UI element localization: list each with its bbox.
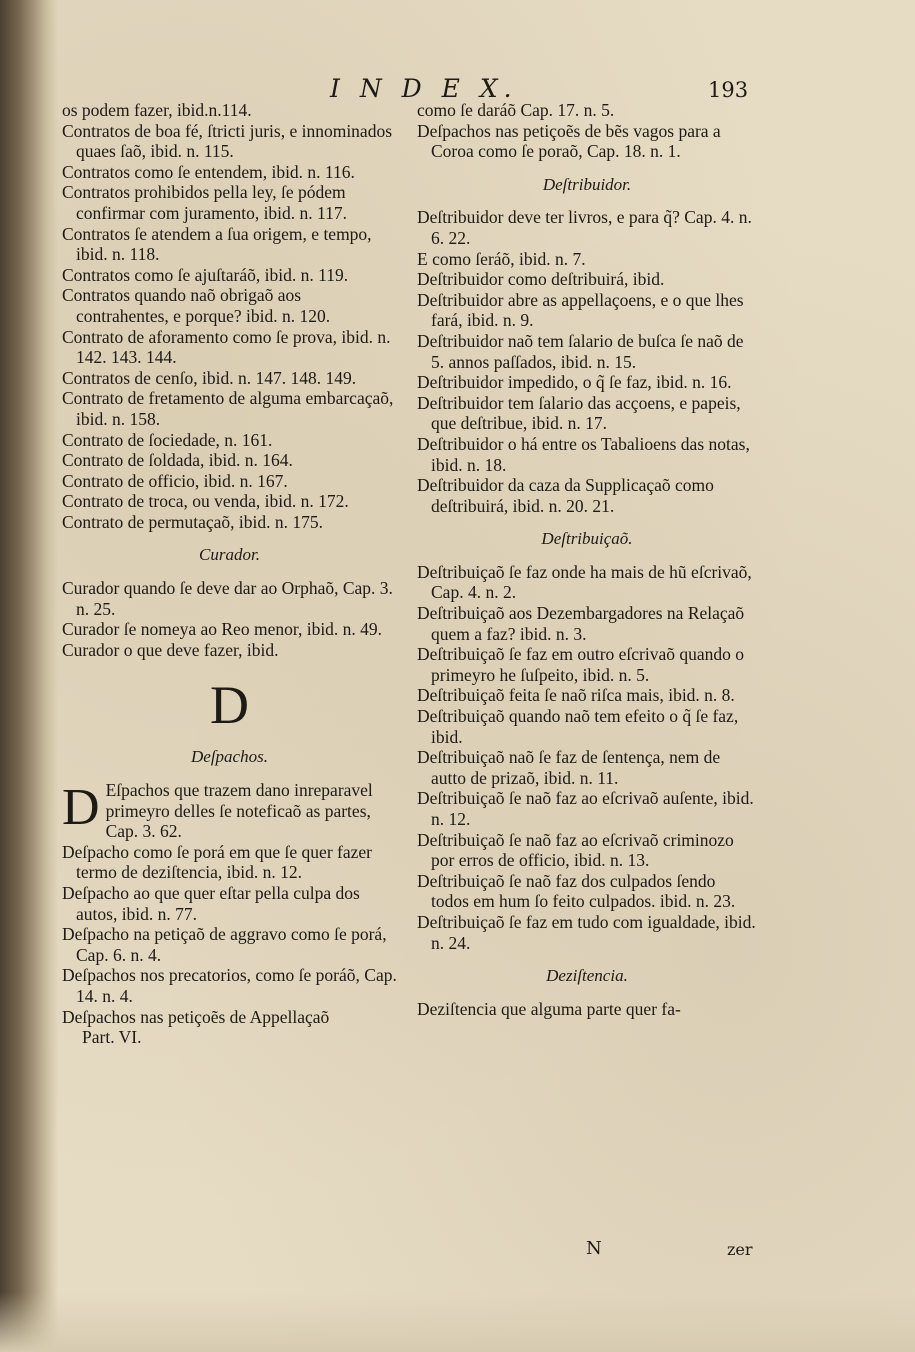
index-entry: Contrato de ſociedade, n. 161. bbox=[62, 429, 273, 450]
index-entry: Contratos ſe atendem a ſua origem, e tempo, ibid. n. 118. bbox=[62, 223, 372, 265]
index-entry: E como ſeráõ, ibid. n. 7. bbox=[417, 248, 586, 269]
alphabet-letter-heading: D bbox=[210, 675, 249, 736]
index-entry: Deſtribuiçaõ naõ ſe faz de ſentença, nem de autto de prizaõ, ibid. n. 11. bbox=[417, 747, 721, 788]
index-entry: Deſtribuiçaõ quando naõ tem efeito o q̃ ſe faz, ibid. bbox=[417, 706, 739, 747]
index-entry: Contrato de aforamento como ſe prova, ibid. n. 142. 143. 144. bbox=[62, 326, 391, 368]
index-entry: Deſtribuidor da caza da Supplicaçaõ como deſtribuirá, ibid. n. 20. 21. bbox=[417, 475, 714, 516]
section-heading-destribuicao: Deſtribuiçaõ. bbox=[541, 529, 633, 549]
index-entry: Deſpacho na petiçaõ de aggravo como ſe porá, Cap. 6. n. 4. bbox=[62, 924, 387, 965]
index-entry: Deſpachos nos precatorios, como ſe poráõ, Cap. 14. n. 4. bbox=[62, 965, 397, 1006]
index-entry: Contratos de cenſo, ibid. n. 147. 148. 149. bbox=[62, 367, 357, 388]
section-heading-destribuidor: Deſtribuidor. bbox=[542, 174, 632, 194]
drop-cap-letter: D bbox=[62, 779, 100, 837]
index-entry: Curador ſe nomeya ao Reo menor, ibid. n. 49. bbox=[62, 619, 383, 640]
signature-letter: N bbox=[586, 1238, 602, 1259]
index-entry: Deſtribuiçaõ ſe faz onde ha mais de hũ eſcrivaõ, Cap. 4. n. 2. bbox=[417, 561, 752, 603]
binding-gutter bbox=[0, 0, 58, 1352]
index-entry: Contratos de boa fé, ſtricti juris, e innominados quaes ſaõ, ibid. n. 115. bbox=[62, 120, 393, 162]
index-entry: Contrato de permutaçaõ, ibid. n. 175. bbox=[62, 511, 323, 532]
index-entry: Deſtribuidor naõ tem ſalario de buſca ſe naõ de 5. annos paſſados, ibid. n. 15. bbox=[417, 330, 744, 372]
index-entry: Deſtribuidor abre as appellaçoens, e o que lhes fará, ibid. n. 9. bbox=[417, 289, 744, 331]
index-entry: Contrato de ſoldada, ibid. n. 164. bbox=[62, 450, 293, 471]
index-entry: Contratos como ſe ajuſtaráõ, ibid. n. 119. bbox=[62, 264, 349, 285]
section-heading-despachos: Deſpachos. bbox=[191, 747, 268, 767]
index-entry: Curador o que deve fazer, ibid. bbox=[62, 639, 279, 660]
signature-mark: Part. VI. bbox=[82, 1027, 142, 1048]
index-entry: Contratos quando naõ obrigaõ aos contrahentes, e porque? ibid. n. 120. bbox=[62, 285, 331, 326]
index-entry: Curador quando ſe deve dar ao Orphaõ, Cap. 3. n. 25. bbox=[62, 578, 393, 619]
index-entry: Deſtribuidor como deſtribuirá, ibid. bbox=[417, 269, 665, 290]
index-entry: Deſtribuidor o há entre os Tabalioens das notas, ibid. n. 18. bbox=[417, 433, 750, 475]
index-entry: Deſtribuiçaõ ſe naõ faz ao eſcrivaõ criminozo por erros de officio, ibid. n. 13. bbox=[417, 829, 734, 871]
index-entry: Deſtribuiçaõ ſe naõ faz ao eſcrivaõ auſente, ibid. n. 12. bbox=[417, 788, 754, 829]
index-entry: Deſpacho ao que quer eſtar pella culpa dos autos, ibid. n. 77. bbox=[62, 883, 360, 924]
index-entry: Deſpachos nas petiçoẽs de bẽs vagos para a Coroa como ſe poraõ, Cap. 18. n. 1. bbox=[417, 120, 721, 162]
index-entry: Deſtribuiçaõ ſe faz em tudo com igualdade, ibid. n. 24. bbox=[417, 911, 756, 953]
dropcap-entry-text: Eſpachos que trazem dano inreparavel primeyro delles ſe noteficaõ as partes, Cap. 3. 62. bbox=[105, 780, 373, 842]
page-edge-shading bbox=[0, 1292, 915, 1352]
index-entry: Deſtribuiçaõ aos Dezembargadores na Relaçaõ quem a faz? ibid. n. 3. bbox=[417, 603, 745, 644]
section-heading-curador: Curador. bbox=[199, 545, 260, 565]
index-entry: Contratos prohibidos pella ley, ſe pódem confirmar com juramento, ibid. n. 117. bbox=[62, 182, 348, 223]
index-entry: Contrato de officio, ibid. n. 167. bbox=[62, 470, 288, 491]
index-entry: Deſpachos nas petiçoẽs de Appellaçaõ bbox=[62, 1006, 330, 1027]
index-entry: Deſpacho como ſe porá em que ſe quer fazer termo de deziſtencia, ibid. n. 12. bbox=[62, 841, 372, 883]
page-number: 193 bbox=[708, 78, 749, 102]
index-entry: como ſe daráõ Cap. 17. n. 5. bbox=[417, 100, 615, 120]
index-entry: Deſtribuidor deve ter livros, e para q̃? Cap. 4. n. 6. 22. bbox=[417, 207, 752, 248]
right-column bbox=[417, 100, 757, 1019]
index-entry: Deſtribuidor impedido, o q̃ ſe faz, ibid. n. 16. bbox=[417, 372, 732, 393]
index-entry: Deſtribuidor tem ſalario das acçoens, e papeis, que deſtribue, ibid. n. 17. bbox=[417, 392, 741, 434]
section-heading-dezistencia: Deziſtencia. bbox=[546, 966, 628, 986]
page-header-title: I N D E X. bbox=[330, 74, 518, 103]
dropcap-entry bbox=[62, 780, 397, 842]
index-entry: Deſtribuiçaõ ſe faz em outro eſcrivaõ quando o primeyro he ſuſpeito, ibid. n. 5. bbox=[417, 644, 745, 685]
index-entry: Deziſtencia que alguma parte quer fa- bbox=[417, 998, 681, 1019]
catchword: zer bbox=[727, 1240, 753, 1259]
index-entry: Contrato de troca, ou venda, ibid. n. 172. bbox=[62, 491, 349, 512]
index-entry: Deſtribuiçaõ feita ſe naõ riſca mais, ibid. n. 8. bbox=[417, 685, 735, 706]
index-entry: Contratos como ſe entendem, ibid. n. 116. bbox=[62, 161, 355, 182]
index-entry: os podem fazer, ibid.n.114. bbox=[62, 100, 252, 120]
left-column bbox=[62, 100, 397, 1048]
index-entry: Deſtribuiçaõ ſe naõ faz dos culpados ſendo todos em hum ſo feito culpados. ibid. n. 23. bbox=[417, 870, 736, 912]
index-entry: Contrato de fretamento de alguma embarcaçaõ, ibid. n. 158. bbox=[62, 388, 394, 429]
